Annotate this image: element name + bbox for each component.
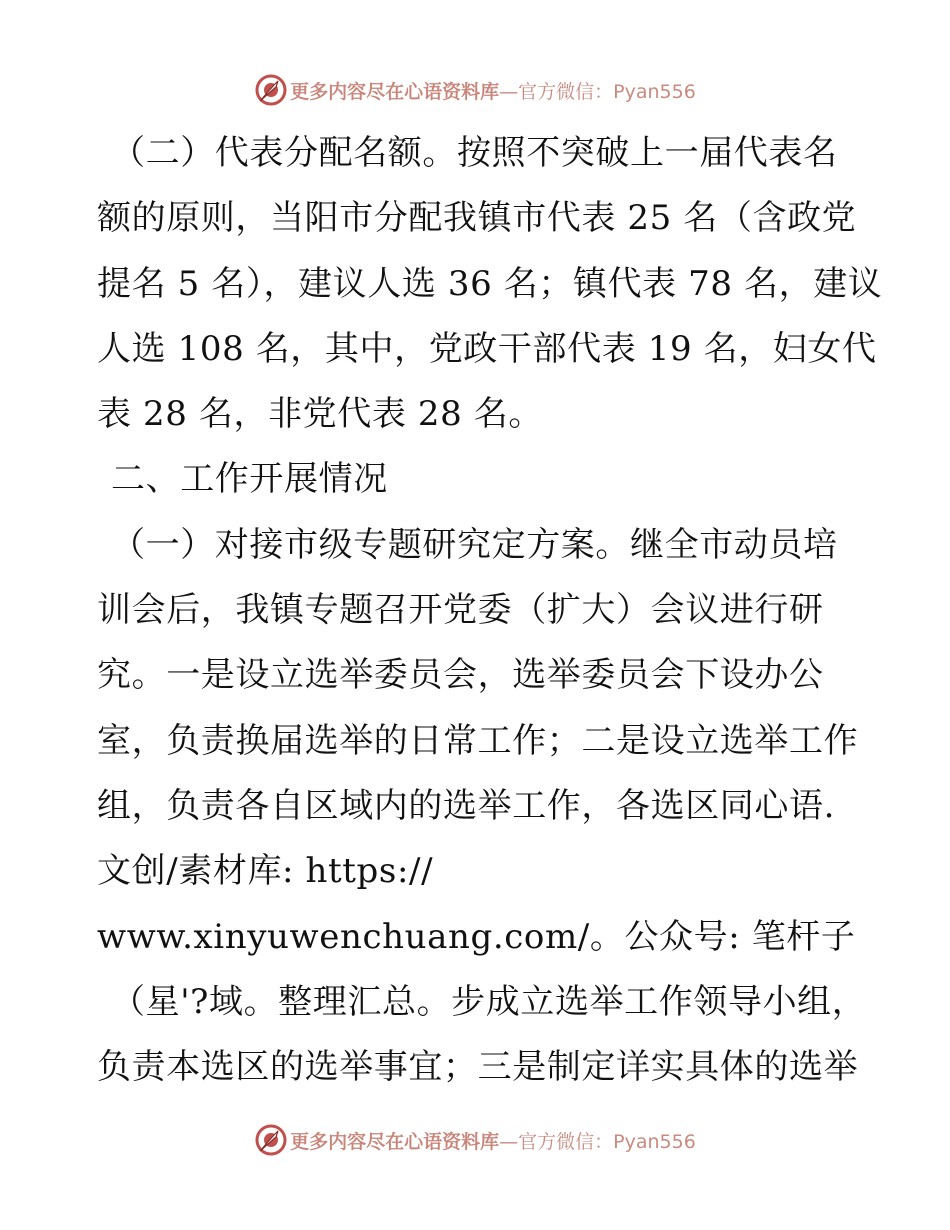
- text-line: 表 28 名，非党代表 28 名。: [97, 394, 543, 435]
- text-line: （星'?域。整理汇总。步成立选举工作领导小组，: [111, 981, 867, 1022]
- watermark-contact: —官方微信：Pyan556: [499, 80, 696, 103]
- text-line: 负责本选区的选举事宜；三是制定详实具体的选举: [97, 1047, 859, 1088]
- text-line: 究。一是设立选举委员会，选举委员会下设办公: [97, 655, 824, 696]
- text-line: 室，负责换届选举的日常工作；二是设立选举工作: [97, 720, 859, 761]
- text-line: 额的原则，当阳市分配我镇市代表 25 名（含政党: [97, 198, 857, 239]
- text-line: 组，负责各自区域内的选举工作，各选区同心语.: [97, 785, 836, 826]
- text-line: 提名 5 名），建议人选 36 名；镇代表 78 名，建议: [97, 263, 883, 304]
- watermark-header: [0, 70, 950, 110]
- watermark-site: 更多内容尽在心语资料库: [290, 1130, 500, 1153]
- watermark-text: [290, 77, 696, 104]
- logo-icon: [254, 1123, 288, 1157]
- watermark-site: 更多内容尽在心语资料库: [290, 80, 500, 103]
- text-line: （一）对接市级专题研究定方案。继全市动员培: [111, 524, 838, 565]
- watermark-footer: [0, 1120, 950, 1160]
- document-body: [97, 121, 883, 1100]
- watermark-contact: —官方微信：Pyan556: [499, 1130, 696, 1153]
- watermark-text: [290, 1127, 696, 1154]
- section-heading: 二、工作开展情况: [111, 459, 388, 500]
- text-line: （二）代表分配名额。按照不突破上一届代表名: [111, 133, 838, 173]
- text-line: 文创/素材库: https://: [97, 851, 434, 892]
- text-line: www.xinyuwenchuang.com/。公众号: 笔杆子: [97, 916, 856, 957]
- logo-icon: [254, 73, 288, 107]
- text-line: 训会后，我镇专题召开党委（扩大）会议进行研: [97, 590, 824, 631]
- text-line: 人选 108 名，其中，党政干部代表 19 名，妇女代: [97, 328, 877, 369]
